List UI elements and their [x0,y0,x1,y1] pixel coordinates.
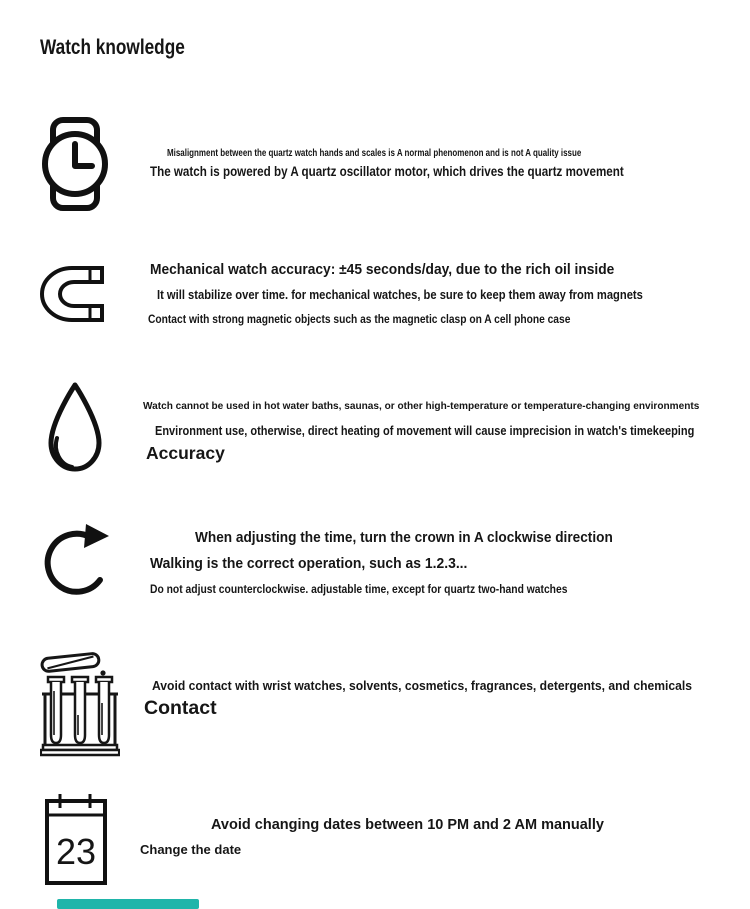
section-crown-line-3: Do not adjust counterclockwise. adjustable time, except for quartz two-hand watches [150,582,568,596]
section-magnet-line-3: Contact with strong magnetic objects such as the magnetic clasp on A cell phone case [148,314,571,326]
teal-divider-bar [57,899,199,909]
test-tubes-icon [40,647,120,757]
calendar-icon [44,794,108,886]
section-crown-line-2: Walking is the correct operation, such as 1.2.3... [150,556,468,572]
page-title: Watch knowledge [40,36,185,59]
clockwise-arrow-icon [42,519,112,603]
water-drop-icon [44,381,106,478]
section-date-line-2: Change the date [140,842,242,857]
calendar-day: 23 [55,831,97,872]
section-contact-line-1: Avoid contact with wrist watches, solvents, cosmetics, fragrances, detergents, and chemicals [152,679,692,693]
section-magnet-line-2: It will stabilize over time. for mechanical watches, be sure to keep them away from magnets [157,287,643,302]
section-temperature-heading: Accuracy [146,443,225,463]
section-contact-heading: Contact [144,697,217,719]
section-magnet-line-1: Mechanical watch accuracy: ±45 seconds/day, due to the rich oil inside [150,262,615,278]
section-quartz-line-2: The watch is powered by A quartz oscillator motor, which drives the quartz movement [150,163,624,179]
section-quartz-line-1: Misalignment between the quartz watch hands and scales is A normal phenomenon and is not A quality issue [167,147,582,159]
section-crown-line-1: When adjusting the time, turn the crown in A clockwise direction [195,530,613,546]
wristwatch-icon [40,116,110,212]
section-temperature-line-1: Watch cannot be used in hot water baths, saunas, or other high-temperature or temperature-changing environments [143,400,700,412]
magnet-icon [38,264,110,324]
section-temperature-line-2: Environment use, otherwise, direct heating of movement will cause imprecision in watch's timekeeping [155,424,695,438]
section-date-line-1: Avoid changing dates between 10 PM and 2 AM manually [211,817,604,833]
